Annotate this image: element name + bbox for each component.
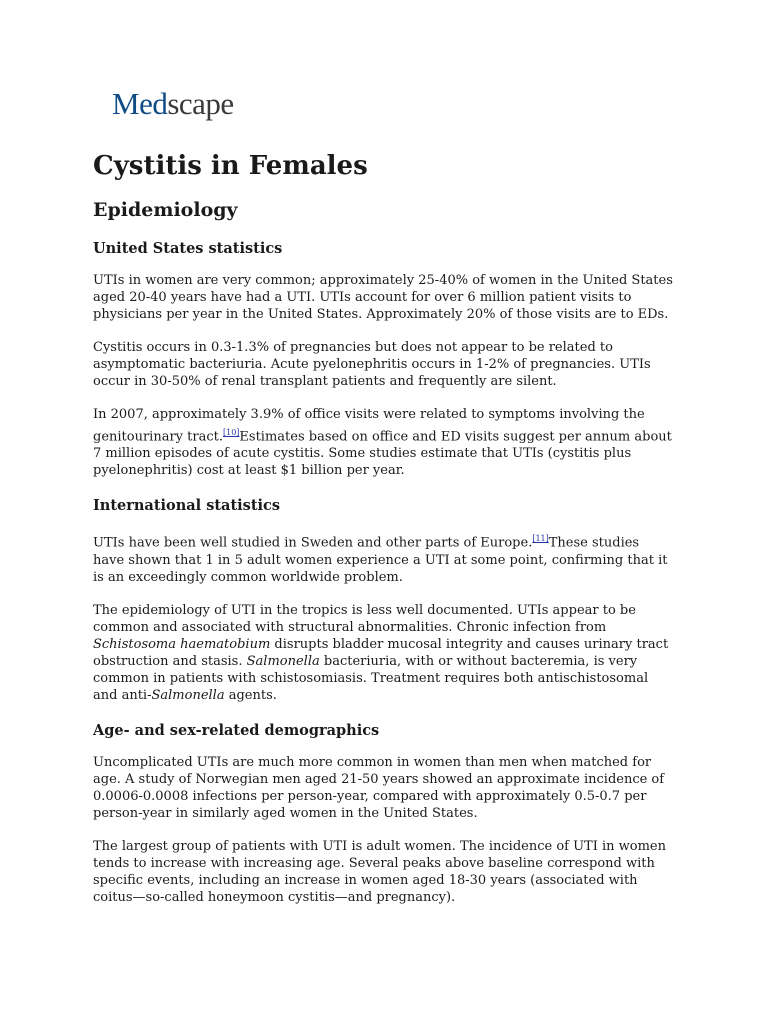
intl-paragraph-2-text-b: disrupts bladder mucosal integrity and causes urinary tract obstruction and stasis. bbox=[93, 636, 669, 669]
us-paragraph-3 bbox=[93, 406, 673, 479]
page-title: Cystitis in Females bbox=[93, 151, 368, 181]
age-sex-demographics-heading: Age- and sex-related demographics bbox=[93, 721, 380, 739]
italic-salmonella-2: Salmonella bbox=[151, 687, 225, 703]
intl-paragraph-2-text-d: agents. bbox=[224, 687, 277, 703]
section-heading: Epidemiology bbox=[93, 199, 238, 221]
reference-link-11[interactable]: [11] bbox=[532, 534, 549, 544]
italic-salmonella-1: Salmonella bbox=[246, 653, 320, 669]
age-paragraph-1: Uncomplicated UTIs are much more common in women than men when matched for age. A study of Norwegian men aged 21-50 years showed an approximate incidence of 0.0006-0.0008 infections per person-year, compared with approximately 0.5-0.7 per person-year in similarly aged women in the United States. bbox=[93, 754, 665, 821]
reference-link-10[interactable]: [10] bbox=[222, 428, 240, 437]
us-paragraph-2: Cystitis occurs in 0.3-1.3% of pregnancies but does not appear to be related to asymptomatic bacteriuria. Acute pyelonephritis occurs in 1-2% of pregnancies. UTIs occur in 30-50% of renal transplant patients and frequently are silent. bbox=[93, 340, 651, 389]
us-paragraph-3-text-a: In 2007, approximately 3.9% of office visits were related to symptoms involving the genitourinary tract. bbox=[93, 407, 645, 445]
medscape-logo bbox=[112, 88, 234, 119]
age-paragraph-2: The largest group of patients with UTI is adult women. The incidence of UTI in women tends to increase with increasing age. Several peaks above baseline correspond with specific events, including an increase in women aged 18-30 years (associated with coitus—so-called honeymoon cystitis—and pregnancy). bbox=[93, 838, 666, 905]
intl-paragraph-2 bbox=[93, 602, 673, 704]
intl-paragraph-2-text-c: bacteriuria, with or without bacteremia, is very common in patients with schistosomiasis. Treatment requires both antischistosomal and anti- bbox=[93, 653, 649, 703]
logo-part-med: Med bbox=[112, 86, 168, 121]
intl-paragraph-1 bbox=[93, 529, 673, 585]
intl-paragraph-2-text-a: The epidemiology of UTI in the tropics is less well documented. UTIs appear to be common and associated with structural abnormalities. Chronic infection from bbox=[93, 602, 636, 635]
italic-schistosoma: Schistosoma haematobium bbox=[93, 636, 271, 652]
us-statistics-heading: United States statistics bbox=[93, 240, 283, 257]
intl-paragraph-1-text-a: UTIs have been well studied in Sweden and other parts of Europe. bbox=[93, 535, 533, 551]
international-statistics-heading: International statistics bbox=[93, 497, 281, 515]
intl-paragraph-1-text-b: These studies have shown that 1 in 5 adult women experience a UTI at some point, confirming that it is an exceedingly common worldwide problem. bbox=[93, 535, 668, 585]
us-paragraph-3-text-b: Estimates based on office and ED visits suggest per annum about 7 million episodes of acute cystitis. Some studies estimate that UTIs (cystitis plus pyelonephritis) cost at least $1 billion per year. bbox=[93, 429, 672, 479]
logo-part-scape: scape bbox=[167, 86, 234, 121]
us-paragraph-1: UTIs in women are very common; approximately 25-40% of women in the United States aged 20-40 years have had a UTI. UTIs account for over 6 million patient visits to physicians per year in the United States. Approximately 20% of those visits are to EDs. bbox=[93, 273, 673, 322]
article-content bbox=[93, 148, 673, 922]
